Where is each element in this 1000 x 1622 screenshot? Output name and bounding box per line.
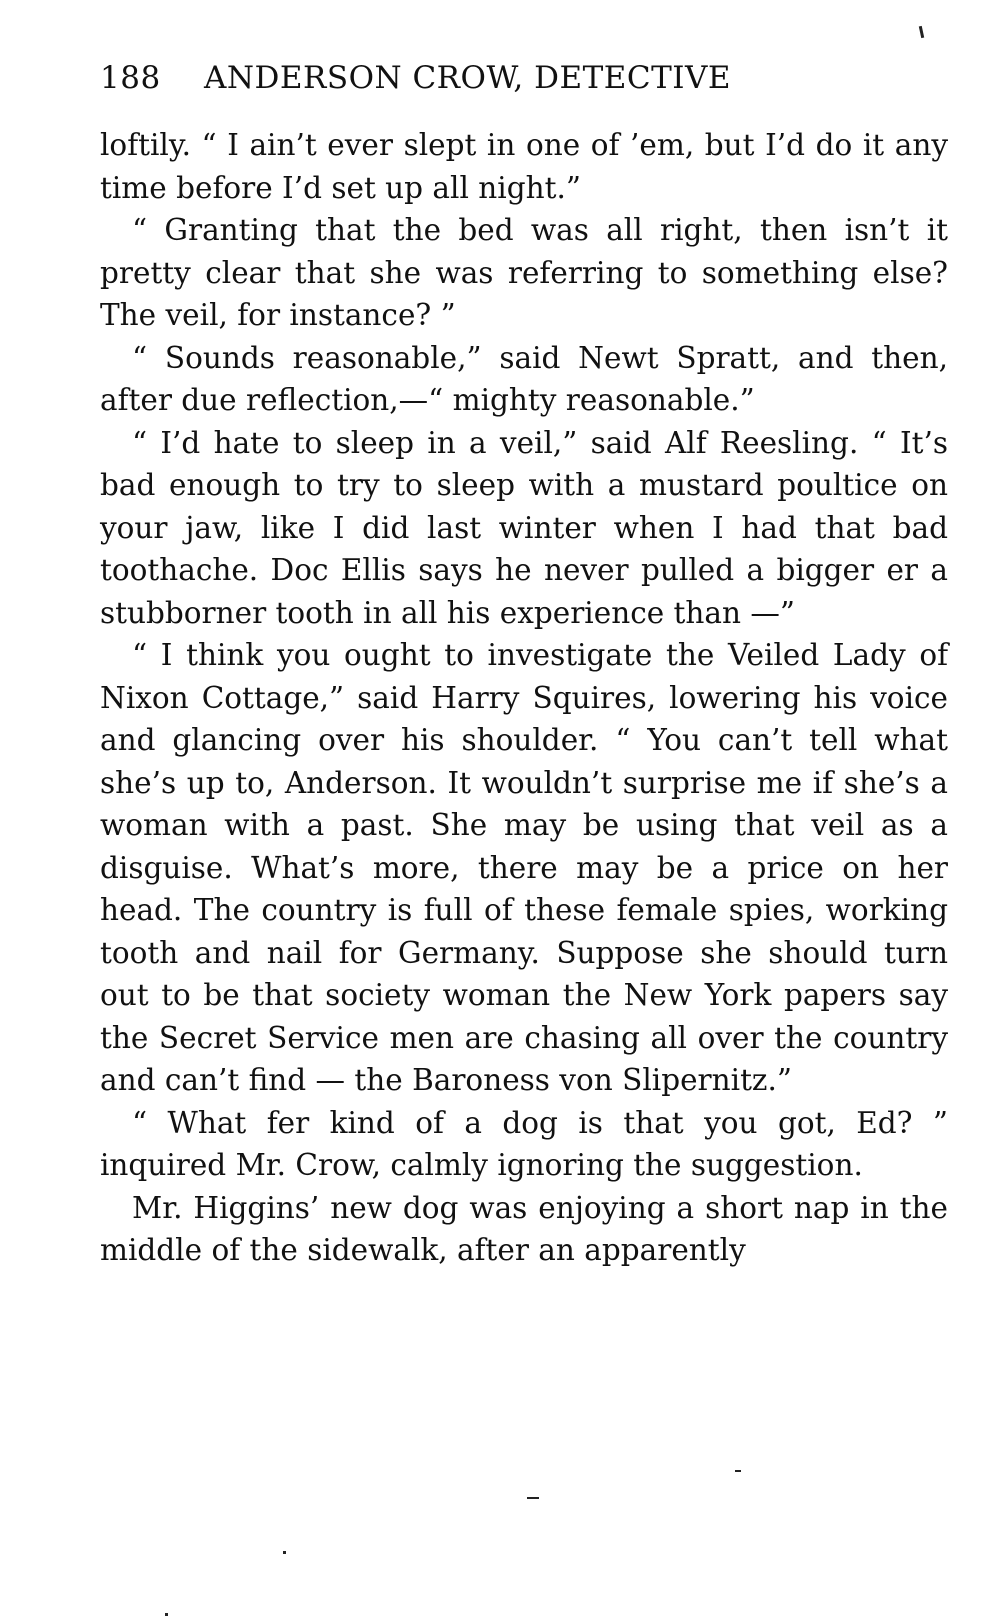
body-text [100,124,948,1272]
scan-speck [919,26,924,38]
scan-speck [165,1613,168,1616]
paragraph-investigate: “ I think you ought to investigate the Veiled Lady of Nixon Cottage,” said Harry Squires, lowering his voice and glancing over his shoulder. “ You can’t tell what she’s up to, Anderson. It wouldn’t surprise me if she’s a woman with a past. She may be using that veil as a disguise. What’s more, there may be a price on her head. The country is full of these female spies, working tooth and nail for Germany. Suppose she should turn out to be that society woman the New York papers say the Secret Service men are chasing all over the country and can’t find — the Baroness von Slipernitz.” [100,638,948,1097]
paragraph-new-dog: Mr. Higgins’ new dog was enjoying a short nap in the middle of the sidewalk, after an apparently [100,1190,948,1267]
paragraph-granting: “ Granting that the bed was all right, then isn’t it pretty clear that she was referring to something else? The veil, for instance? ” [100,213,948,332]
paragraph-sounds-reasonable: “ Sounds reasonable,” said Newt Spratt, and then, after due reflection,—“ mighty reasonable.” [100,340,948,417]
paragraph-continued: loftily. “ I ain’t ever slept in one of ’em, but I’d do it any time before I’d set up all night.” [100,128,948,205]
scan-speck [283,1551,286,1554]
paragraph-what-kind-of-dog: “ What fer kind of a dog is that you got, Ed? ” inquired Mr. Crow, calmly ignoring the suggestion. [100,1105,948,1182]
running-head [100,60,948,108]
paragraph-hate-to-sleep: “ I’d hate to sleep in a veil,” said Alf Reesling. “ It’s bad enough to try to sleep with a mustard poultice on your jaw, like I did last winter when I had that bad toothache. Doc Ellis says he never pulled a bigger er a stubborner tooth in all his experience than —” [100,425,948,630]
book-page [100,60,948,1272]
page-number: 188 [100,60,161,96]
running-title: ANDERSON CROW, DETECTIVE [204,60,732,96]
scan-speck [735,1470,741,1472]
scan-speck [527,1497,539,1499]
